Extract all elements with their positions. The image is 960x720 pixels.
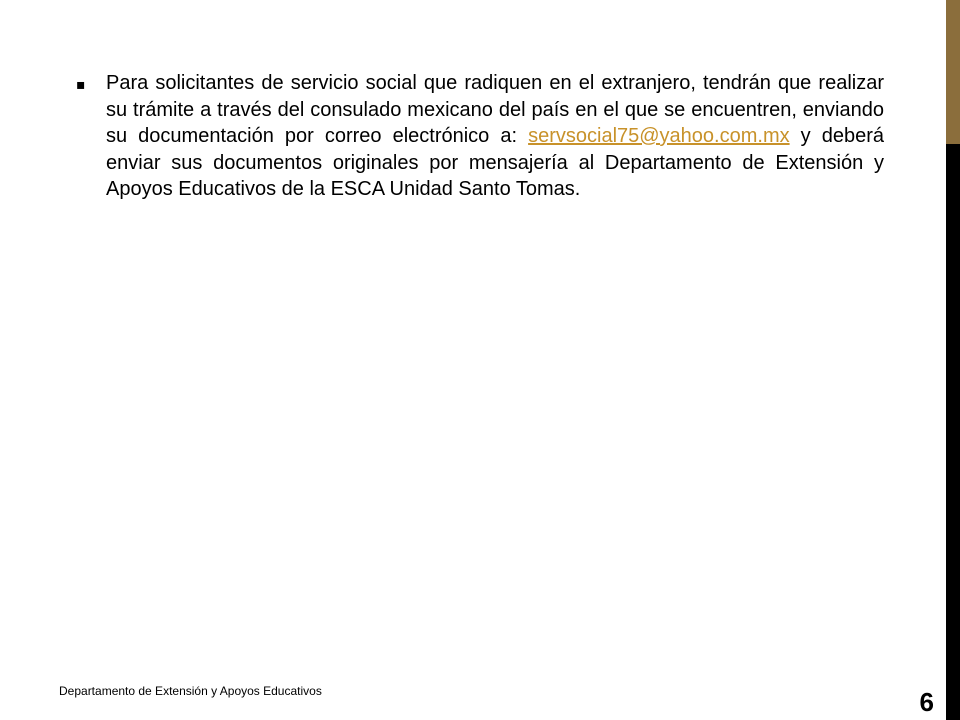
side-bar bbox=[946, 0, 960, 720]
email-link[interactable]: servsocial75@yahoo.com.mx bbox=[528, 125, 790, 147]
content-area bbox=[76, 70, 884, 203]
square-bullet-icon: ▪ bbox=[76, 77, 86, 93]
side-bar-accent bbox=[946, 0, 960, 144]
bullet-paragraph bbox=[106, 70, 884, 203]
paragraph-text-before-link: Para solicitantes de servicio social que radiquen en el extranjero, tendrán que realizar su trámite a través del consulado mexicano del país en el que se encuentren, enviando su documentación por correo electrónico a: bbox=[106, 72, 884, 147]
bullet-item bbox=[76, 70, 884, 203]
side-bar-dark bbox=[946, 144, 960, 720]
footer-department: Departamento de Extensión y Apoyos Educativos bbox=[59, 684, 322, 698]
page-number: 6 bbox=[919, 687, 934, 717]
paragraph-text-after-link: y deberá enviar sus documentos originales por mensajería al Departamento de Extensión y Apoyos Educativos de la ESCA Unidad Santo Tomas. bbox=[106, 125, 884, 200]
